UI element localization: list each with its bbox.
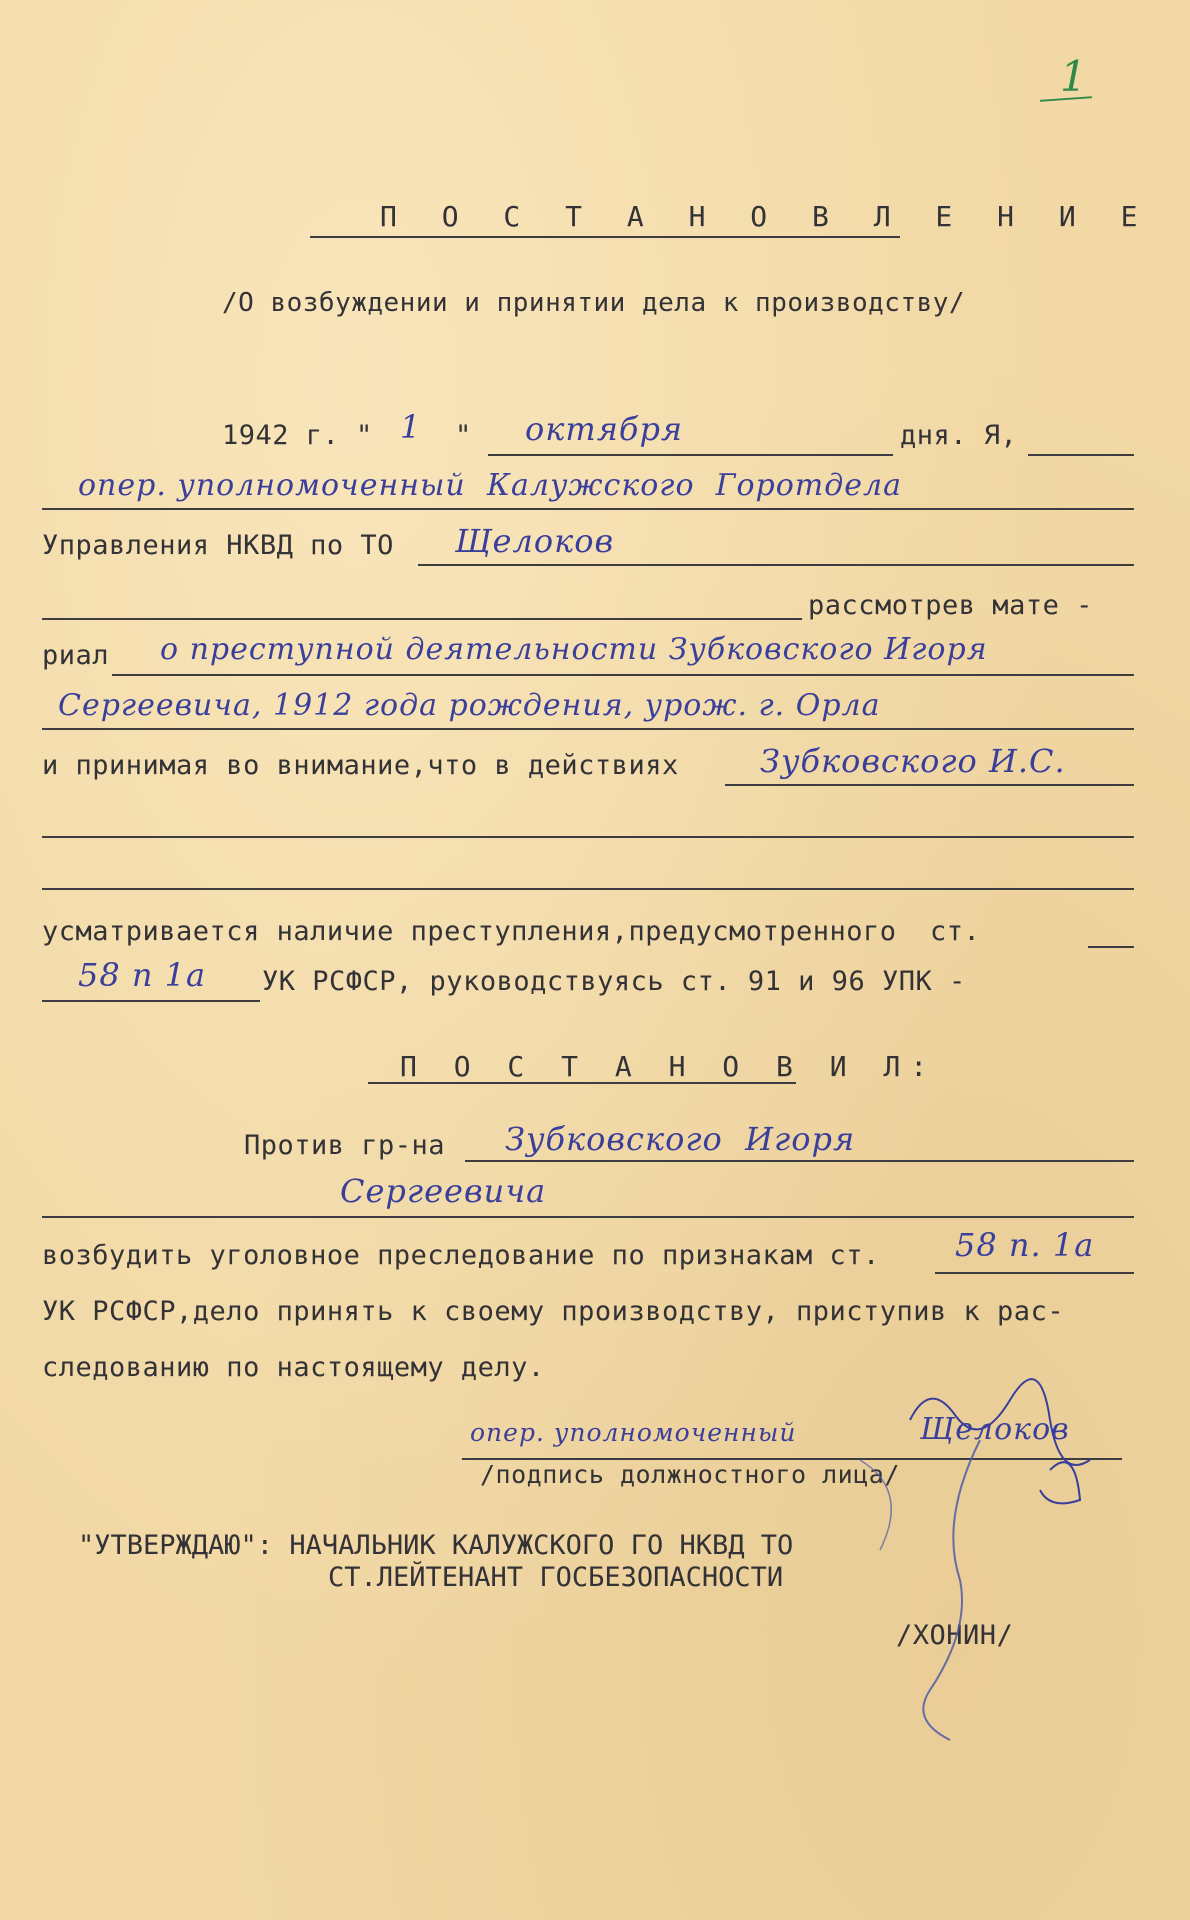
considered-label: рассмотрев мате - bbox=[808, 590, 1093, 621]
prosecution-statement: возбудить уголовное преследование по признакам ст. bbox=[42, 1240, 880, 1271]
approver-name: /ХОНИН/ bbox=[896, 1620, 1014, 1651]
signature-name: Щелоков bbox=[920, 1412, 1070, 1447]
line2-rule bbox=[42, 508, 1134, 510]
subject-patronymic: Сергеевича bbox=[340, 1172, 547, 1210]
material-label: риал bbox=[42, 640, 110, 671]
article-number: 58 п 1а bbox=[78, 956, 207, 994]
date-month-rule bbox=[488, 454, 893, 456]
line5-rule bbox=[112, 674, 1134, 676]
title-underline bbox=[310, 236, 900, 238]
line6-rule bbox=[42, 728, 1134, 730]
signature-caption: /подпись должностного лица/ bbox=[480, 1460, 900, 1489]
line10-rule bbox=[1088, 946, 1134, 948]
line9-rule bbox=[42, 888, 1134, 890]
signature-position: опер. уполномоченный bbox=[470, 1418, 797, 1447]
subject-details: Сергеевича, 1912 года рождения, урож. г. Орла bbox=[58, 688, 881, 723]
prosecution-article: 58 п. 1а bbox=[955, 1226, 1095, 1264]
department-label: Управления НКВД по ТО bbox=[42, 530, 394, 561]
resolved-underline bbox=[368, 1082, 796, 1084]
date-end-rule bbox=[1028, 454, 1134, 456]
considering-label: и принимая во внимание,что в действиях bbox=[42, 750, 679, 781]
subject-short-name: Зубковского И.С. bbox=[760, 742, 1066, 780]
date-month: октября bbox=[525, 410, 684, 448]
code-reference: УК РСФСР, руководствуясь ст. 91 и 96 УПК - bbox=[262, 966, 966, 997]
investigation-statement: следованию по настоящему делу. bbox=[42, 1352, 545, 1383]
acceptance-statement: УК РСФСР,дело принять к своему производству, приступив к рас- bbox=[42, 1296, 1065, 1327]
approval-line-1: "УТВЕРЖДАЮ": НАЧАЛЬНИК КАЛУЖСКОГО ГО НКВД ТО bbox=[78, 1530, 794, 1561]
date-suffix: дня. Я, bbox=[900, 420, 1018, 451]
approval-line-2: СТ.ЛЕЙТЕНАНТ ГОСБЕЗОПАСНОСТИ bbox=[328, 1562, 784, 1593]
officer-name: Щелоков bbox=[455, 522, 615, 560]
line4-rule bbox=[42, 618, 802, 620]
folio-number: 1 bbox=[1060, 52, 1087, 101]
line7-rule bbox=[725, 784, 1134, 786]
date-quote-close: " bbox=[455, 420, 472, 451]
line3-rule bbox=[418, 564, 1134, 566]
line8-rule bbox=[42, 836, 1134, 838]
line14-rule bbox=[42, 1216, 1134, 1218]
approval-signature bbox=[820, 1430, 1020, 1750]
document-subtitle: /О возбуждении и принятии дела к производству/ bbox=[222, 288, 966, 318]
subject-name: Зубковского Игоря bbox=[505, 1120, 856, 1158]
resolved-heading: П О С Т А Н О В И Л: bbox=[400, 1050, 938, 1083]
officer-position: опер. уполномоченный Калужского Горотдела bbox=[78, 468, 902, 503]
line11-rule bbox=[42, 1000, 260, 1002]
date-year: 1942 г. " bbox=[222, 420, 373, 451]
document-title: П О С Т А Н О В Л Е Н И Е bbox=[380, 200, 1152, 233]
line13-rule bbox=[465, 1160, 1134, 1162]
against-label: Против гр-на bbox=[244, 1130, 446, 1161]
date-day: 1 bbox=[400, 408, 422, 446]
material-description: о преступной деятельности Зубковского Игоря bbox=[160, 632, 988, 667]
line15-rule bbox=[935, 1272, 1134, 1274]
crime-statement: усматривается наличие преступления,предусмотренного ст. bbox=[42, 916, 981, 947]
